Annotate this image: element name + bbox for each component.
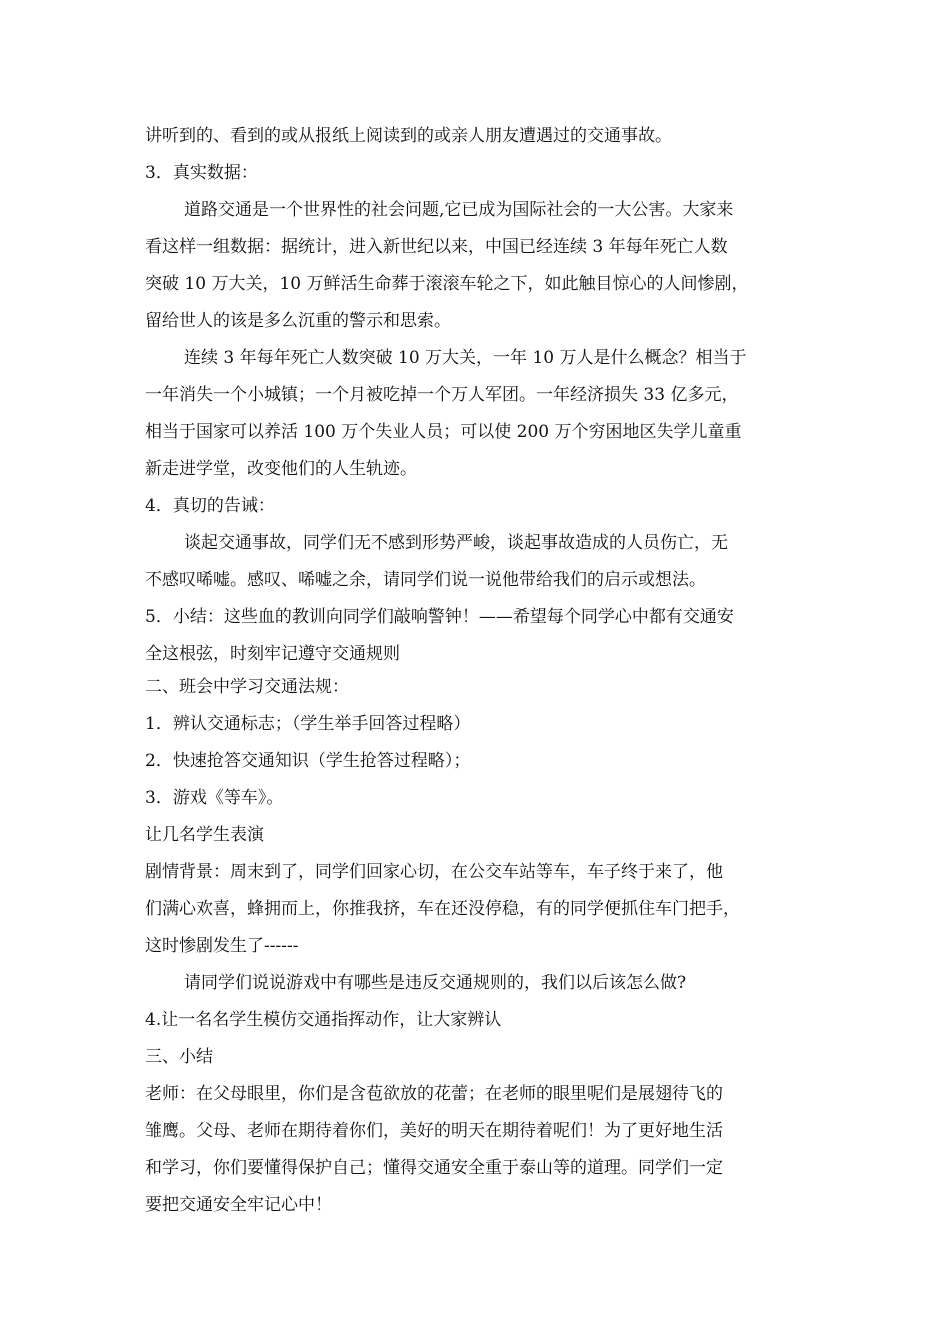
list-item: 4.让一名名学生模仿交通指挥动作，让大家辨认 [145,1010,502,1030]
text-line: 这时惨剧发生了------ [145,936,299,956]
section-heading: 二、班会中学习交通法规： [145,677,349,697]
text-line: 不感叹唏嘘。感叹、唏嘘之余，请同学们说一说他带给我们的启示或想法。 [145,570,706,590]
text-line: 剧情背景：周末到了，同学们回家心切，在公交车站等车，车子终于来了，他 [145,862,723,882]
section-heading: 三、小结 [145,1047,213,1067]
text-line: 讲听到的、看到的或从报纸上阅读到的或亲人朋友遭遇过的交通事故。 [145,126,672,146]
text-line: 谈起交通事故，同学们无不感到形势严峻，谈起事故造成的人员伤亡，无 [184,533,728,553]
text-line: 和学习，你们要懂得保护自己；懂得交通安全重于泰山等的道理。同学们一定 [145,1158,723,1178]
text-line: 突破 10 万大关，10 万鲜活生命葬于滚滚车轮之下，如此触目惊心的人间惨剧， [145,274,749,294]
list-item: 3．游戏《等车》。 [145,788,284,808]
list-item: 1．辨认交通标志；（学生举手回答过程略） [145,714,471,734]
text-line: 老师：在父母眼里，你们是含苞欲放的花蕾；在老师的眼里呢们是展翅待飞的 [145,1084,723,1104]
text-line: 5．小结：这些血的教训向同学们敲响警钟！——希望每个同学心中都有交通安 [145,607,734,627]
text-line: 请同学们说说游戏中有哪些是违反交通规则的，我们以后该怎么做? [184,973,687,993]
text-line: 全这根弦，时刻牢记遵守交通规则 [145,644,400,664]
text-line: 们满心欢喜，蜂拥而上，你推我挤，车在还没停稳，有的同学便抓住车门把手， [145,899,740,919]
text-line: 看这样一组数据：据统计，进入新世纪以来，中国已经连续 3 年每年死亡人数 [145,237,728,257]
text-line: 连续 3 年每年死亡人数突破 10 万大关，一年 10 万人是什么概念？相当于 [184,348,747,368]
text-line: 相当于国家可以养活 100 万个失业人员；可以使 200 万个穷困地区失学儿童重 [145,422,742,442]
text-line: 一年消失一个小城镇；一个月被吃掉一个万人军团。一年经济损失 33 亿多元， [145,385,739,405]
list-item: 2．快速抢答交通知识（学生抢答过程略）； [145,751,471,771]
document-body [145,118,810,1224]
text-line: 雏鹰。父母、老师在期待着你们，美好的明天在期待着呢们！为了更好地生活 [145,1121,723,1141]
text-line: 留给世人的该是多么沉重的警示和思索。 [145,311,451,331]
text-line: 道路交通是一个世界性的社会问题,它已成为国际社会的一大公害。大家来 [184,200,734,220]
section-heading: 4．真切的告诫： [145,496,275,516]
text-line: 新走进学堂，改变他们的人生轨迹。 [145,459,417,479]
text-line: 要把交通安全牢记心中！ [145,1195,332,1215]
section-heading: 3．真实数据： [145,163,258,183]
text-line: 让几名学生表演 [145,825,264,845]
